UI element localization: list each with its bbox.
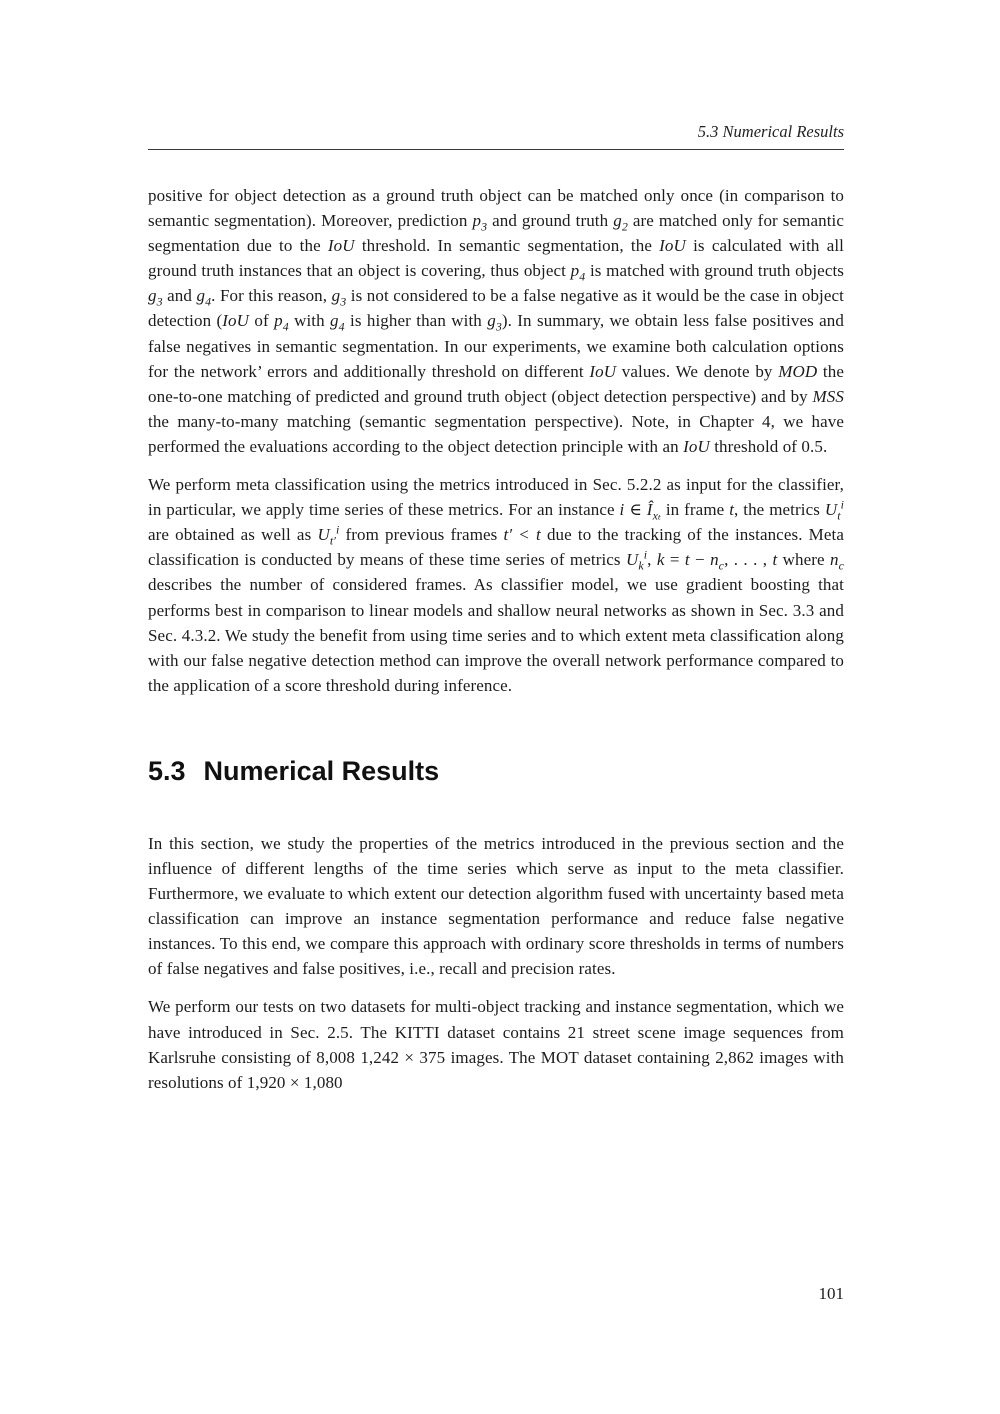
section-number: 5.3: [148, 755, 186, 786]
paragraph-datasets: We perform our tests on two datasets for multi-object tracking and instance segmentation, which we have introduced in Sec. 2.5. The KITTI dataset contains 21 street scene image sequences from Karlsruhe consisting of 8,008 1,242 × 375 images. The MOT dataset containing 2,862 images with resolutions of 1,920 × 1,080: [148, 997, 844, 1092]
running-header-title: 5.3 Numerical Results: [697, 122, 844, 141]
page-number: 101: [818, 1284, 844, 1303]
section-heading: [148, 755, 844, 787]
paragraph-section-intro: In this section, we study the properties of the metrics introduced in the previous section and the influence of different lengths of the time series which serve as input to the meta classifier. Furthermore, we evaluate to which extent our detection algorithm fused with uncertainty based meta classification can improve an instance segmentation performance and reduce false negative instances. To this end, we compare this approach with ordinary score thresholds in terms of numbers of false negatives and false positives, i.e., recall and precision rates.: [148, 833, 844, 979]
paragraph-meta-classification: We perform meta classification using the metrics introduced in Sec. 5.2.2 as input for the classifier, in particular, we apply time series of these metrics. For an instance i ∈ $Î_{x_t}$ in frame t, the metrics $U_t^i$ are obtained as well as $U_{t'}^i$ from previous frames t′ < t due to the tracking of the instances. Meta classification is conducted by means of these time series of metrics $U_k^i$, $k = t - n_c$, . . . , t where $n_c$ describes the number of considered frames. As classifier model, we use gradient boosting that performs best in comparison to linear models and shallow neural networks as shown in Sec. 3.3 and Sec. 4.3.2. We study the benefit from using time series and to which extent meta classification along with our false negative detection method can improve the overall network performance compared to the application of a score threshold during inference.: [148, 475, 845, 695]
running-header: [148, 122, 844, 150]
section-title: Numerical Results: [203, 755, 440, 786]
text-block: [148, 122, 844, 1108]
page-footer: [819, 1284, 845, 1304]
paragraph-matching-discussion: positive for object detection as a ground truth object can be matched only once (in comparison to semantic segmentation). Moreover, prediction $p_3$ and ground truth $g_2$ are matched only for semantic segmentation due to the IoU threshold. In semantic segmentation, the IoU is calculated with all ground truth instances that an object is covering, thus object $p_4$ is matched with ground truth objects $g_3$ and $g_4$. For this reason, $g_3$ is not considered to be a false negative as it would be the case in object detection (IoU of $p_4$ with $g_4$ is higher than with $g_3$). In summary, we obtain less false positives and false negatives in semantic segmentation. In our experiments, we examine both calculation options for the network’ errors and additionally threshold on different IoU values. We denote by MOD the one-to-one matching of predicted and ground truth object (object detection perspective) and by MSS the many-to-many matching (semantic segmentation perspective). Note, in Chapter 4, we have performed the evaluations according to the object detection principle with an IoU threshold of 0.5.: [148, 186, 845, 456]
